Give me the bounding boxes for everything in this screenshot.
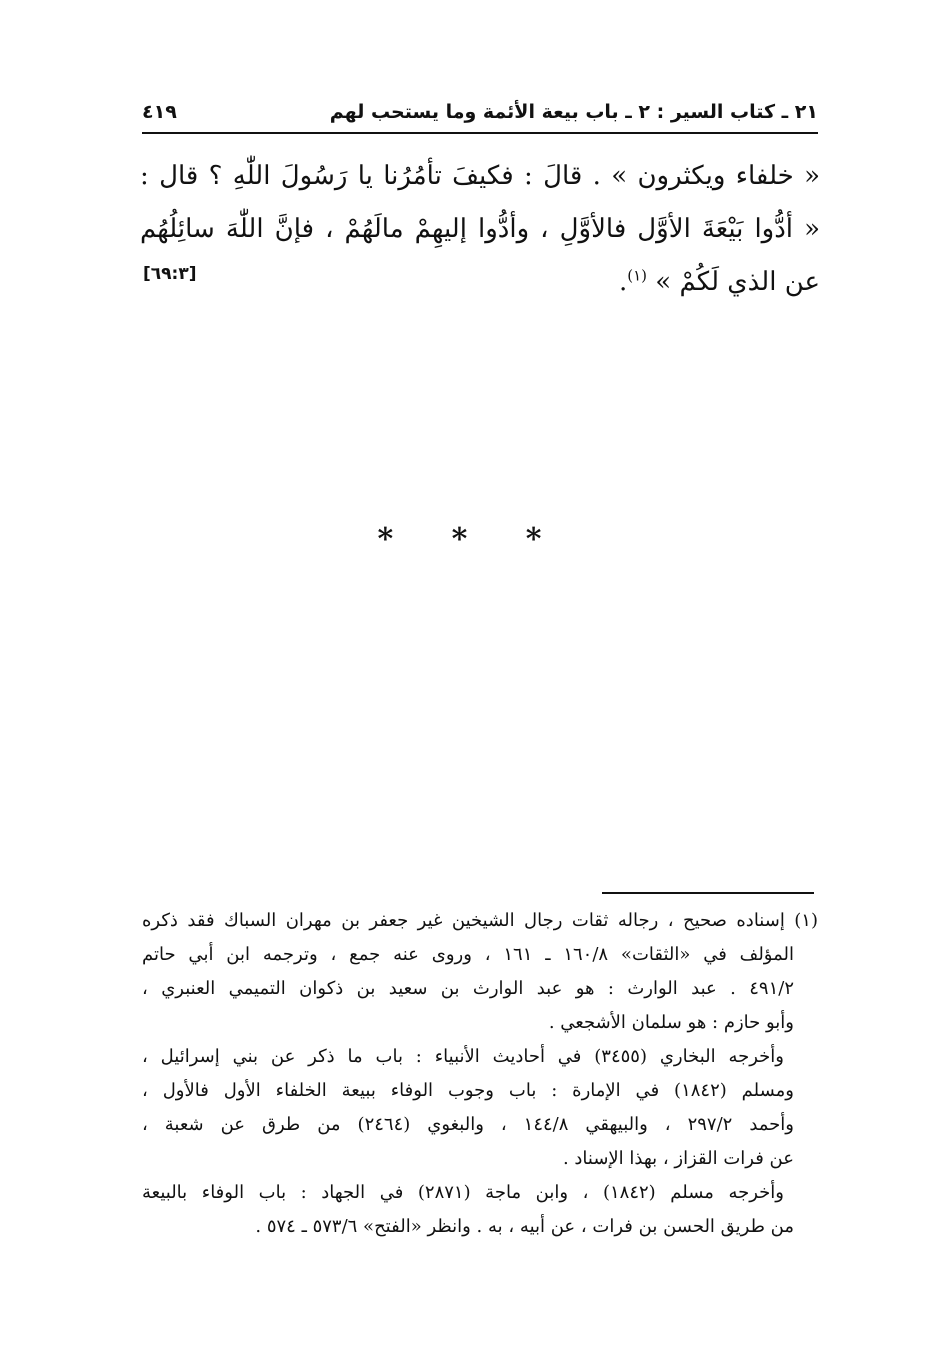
footnote-line: وأحمد ٢٩٧/٢ ، والبيهقي ١٤٤/٨ ، والبغوي (٢٤٦٤) من طرق عن شعبة ، <box>142 1114 794 1135</box>
reference-tag: [٦٩:٣] <box>143 264 197 284</box>
footnote-line: وأبو حازم : هو سلمان الأشجعي . <box>548 1012 794 1033</box>
hadith-line-3 <box>140 256 820 309</box>
footnote-line: من طريق الحسن بن فرات ، عن أبيه ، به . وانظر «الفتح» ٥٧٣/٦ ـ ٥٧٤ . <box>255 1216 794 1237</box>
hadith-line-3-text: عن الذي لَكُمْ » <box>655 267 820 297</box>
footnote-line: (١) إسناده صحيح ، رجاله ثقات رجال الشيخين غير جعفر بن مهران السباك فقد ذكره <box>142 910 818 931</box>
chapter-title: ٢١ ـ كتاب السير : ٢ ـ باب بيعة الأئمة وما يستحب لهم <box>329 101 818 123</box>
footnote-line: وأخرجه البخاري (٣٤٥٥) في أحاديث الأنبياء : باب ما ذكر عن بني إسرائيل ، <box>142 1046 784 1067</box>
hadith-line-2: « أدُّوا بَيْعَةَ الأوَّل فالأوَّلِ ، وأدُّوا إليهِمْ مالَهُمْ ، فإنَّ اللّٰهَ سائِلُهُم <box>140 214 820 244</box>
footnote-line: وأخرجه مسلم (١٨٤٢) ، وابن ماجة (٢٨٧١) في الجهاد : باب الوفاء بالبيعة <box>142 1182 784 1203</box>
footnote-line: عن فرات القزاز ، بهذا الإسناد . <box>562 1148 794 1169</box>
footnotes <box>142 904 818 1244</box>
hadith-text <box>140 150 820 309</box>
footnote-marker: (١) <box>627 266 647 285</box>
footnote-line: ٤٩١/٢ . عبد الوارث : هو عبد الوارث بن سعيد بن ذكوان التميمي العنبري ، <box>142 978 794 999</box>
page-number: ٤١٩ <box>142 101 177 123</box>
hadith-line-1: « خلفاء ويكثرون » . قالَ : فكيفَ تأمُرُنا يا رَسُولَ اللّٰهِ ؟ قال : <box>140 161 820 191</box>
footnote-line: ومسلم (١٨٤٢) في الإمارة : باب وجوب الوفاء ببيعة الخلفاء الأول فالأول ، <box>142 1080 794 1101</box>
footnote-line: المؤلف في «الثقات» ١٦٠/٨ ـ ١٦١ ، وروى عنه جمع ، وترجمه ابن أبي حاتم <box>142 944 794 965</box>
footnote-divider <box>602 892 814 894</box>
section-separator: * * * <box>377 522 566 557</box>
running-header <box>142 92 818 134</box>
hadith-line-3-end: . <box>618 267 628 297</box>
